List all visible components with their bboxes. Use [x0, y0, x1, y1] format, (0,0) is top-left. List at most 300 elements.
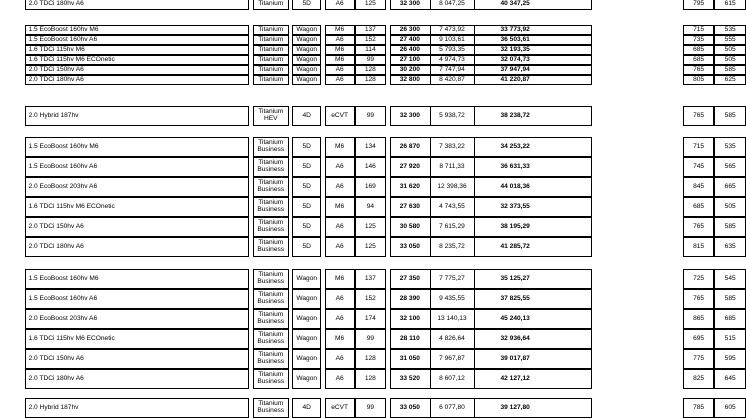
cell-text: 565 — [724, 162, 736, 170]
cell-tax — [430, 65, 474, 75]
cell-model — [25, 137, 250, 157]
cell-text: 125 — [364, 0, 376, 7]
cell-total — [474, 137, 556, 157]
trim-line-1: Titanium — [258, 351, 284, 359]
cell-text: 99 — [366, 403, 375, 411]
table-row — [0, 289, 746, 309]
cell-total — [474, 369, 556, 389]
cell-text: 27 630 — [399, 202, 420, 210]
cell-text: A6 — [335, 182, 344, 190]
cell-text: 5D — [302, 182, 311, 190]
cell-text: Wagon — [296, 55, 318, 63]
cell-text: 685 — [693, 45, 705, 53]
trim-line-2: HEV — [263, 115, 278, 122]
cell-text: 27 350 — [399, 274, 420, 282]
cell-tax — [430, 237, 474, 257]
cell-co2b — [714, 157, 746, 177]
cell-trim — [253, 197, 289, 217]
cell-co2a — [683, 55, 715, 65]
cell-text: 1.5 EcoBoost 160hv M6 — [28, 274, 99, 282]
cell-text: 128 — [364, 374, 376, 382]
cell-text: 4 826,64 — [439, 334, 465, 342]
cell-text: Wagon — [296, 374, 318, 382]
cell-gear — [325, 35, 355, 45]
cell-text: 5 793,35 — [439, 45, 465, 53]
cell-text: 128 — [364, 354, 376, 362]
cell-trim — [253, 369, 289, 389]
cell-text: 4D — [302, 403, 311, 411]
cell-text: 1.5 EcoBoost 160hv A6 — [28, 162, 98, 170]
cell-text: 152 — [364, 35, 376, 43]
table-row — [0, 349, 746, 369]
cell-model — [25, 55, 250, 65]
cell-text: 585 — [724, 294, 736, 302]
table-row — [0, 309, 746, 329]
cell-total — [474, 349, 556, 369]
cell-tax — [430, 45, 474, 55]
cell-trim — [253, 398, 289, 418]
cell-hp — [355, 157, 387, 177]
cell-hp — [355, 35, 387, 45]
cell-text: 6 077,80 — [439, 403, 465, 411]
cell-text: 32 936,64 — [500, 334, 530, 342]
cell-model — [25, 25, 250, 35]
cell-text: Titanium — [258, 75, 284, 83]
cell-co2b — [714, 369, 746, 389]
cell-total — [474, 75, 556, 85]
cell-text: 12 398,36 — [437, 182, 467, 190]
table-row — [0, 65, 746, 75]
cell-text: 8 607,12 — [439, 374, 465, 382]
cell-text: 30 200 — [399, 65, 420, 73]
cell-trim — [253, 0, 289, 10]
cell-text: A6 — [335, 65, 344, 73]
cell-text: 1.5 EcoBoost 160hv M6 — [28, 25, 99, 33]
cell-trim — [253, 75, 289, 85]
cell-text: 32 373,55 — [500, 202, 530, 210]
cell-total — [474, 35, 556, 45]
cell-text: 36 503,61 — [500, 35, 530, 43]
cell-text: 32 193,35 — [500, 45, 530, 53]
cell-text: 33 050 — [399, 242, 420, 250]
cell-trim — [253, 55, 289, 65]
trim-line-2: Business — [257, 358, 285, 365]
trim-line-1: Titanium — [258, 179, 284, 187]
cell-co2a — [683, 45, 715, 55]
cell-text: 174 — [364, 314, 376, 322]
cell-price — [390, 35, 430, 45]
cell-trim — [253, 106, 289, 126]
cell-text: Wagon — [296, 354, 318, 362]
cell-text: eCVT — [331, 403, 349, 411]
cell-tax — [430, 217, 474, 237]
cell-gear — [325, 369, 355, 389]
cell-text: 26 870 — [399, 142, 420, 150]
cell-text: 99 — [366, 111, 375, 119]
cell-co2b — [714, 75, 746, 85]
cell-tax — [430, 398, 474, 418]
trim-line-1: Titanium — [258, 199, 284, 207]
table-row — [0, 25, 746, 35]
cell-price — [390, 45, 430, 55]
cell-text: 26 400 — [399, 45, 420, 53]
cell-text: Titanium — [258, 65, 284, 73]
cell-gear — [325, 106, 355, 126]
cell-text: 26 300 — [399, 25, 420, 33]
cell-text: A6 — [335, 314, 344, 322]
cell-text: 635 — [724, 242, 736, 250]
cell-text: 33 520 — [399, 374, 420, 382]
cell-text: 505 — [724, 202, 736, 210]
cell-text: 125 — [364, 242, 376, 250]
cell-body — [292, 309, 321, 329]
cell-text: Wagon — [296, 65, 318, 73]
cell-price — [390, 398, 430, 418]
cell-trim — [253, 65, 289, 75]
cell-hp — [355, 309, 387, 329]
cell-text: Titanium — [258, 55, 284, 63]
cell-text: 1.5 EcoBoost 160hv A6 — [28, 294, 98, 302]
cell-text: A6 — [335, 162, 344, 170]
cell-text: A6 — [335, 354, 344, 362]
cell-total — [474, 269, 556, 289]
trim-line-1: Titanium — [258, 291, 284, 299]
cell-total — [474, 157, 556, 177]
cell-co2b — [714, 237, 746, 257]
cell-text: Wagon — [296, 25, 318, 33]
cell-text: 13 140,13 — [437, 314, 467, 322]
cell-trim — [253, 25, 289, 35]
cell-body — [292, 106, 321, 126]
cell-price — [390, 289, 430, 309]
cell-trim — [253, 309, 289, 329]
cell-model — [25, 157, 250, 177]
trim-line-1: Titanium — [258, 108, 284, 116]
cell-price — [390, 157, 430, 177]
cell-hp — [355, 177, 387, 197]
cell-text: 41 220,87 — [500, 75, 530, 83]
cell-text: 31 620 — [399, 182, 420, 190]
cell-text: 515 — [724, 334, 736, 342]
cell-price — [390, 0, 430, 10]
cell-total — [474, 309, 556, 329]
cell-model — [25, 65, 250, 75]
cell-body — [292, 398, 321, 418]
trim-line-2: Business — [257, 318, 285, 325]
cell-co2a — [683, 65, 715, 75]
cell-text: 2.0 Hybrid 187hv — [28, 403, 79, 411]
cell-text: 2.0 TDCi 180hv A6 — [28, 75, 84, 83]
cell-text: 7 775,27 — [439, 274, 465, 282]
cell-co2b — [714, 0, 746, 10]
cell-text: 865 — [693, 314, 705, 322]
cell-text: 5D — [302, 142, 311, 150]
cell-text: 685 — [693, 55, 705, 63]
cell-text: 38 238,72 — [500, 111, 530, 119]
cell-text: 615 — [724, 0, 736, 7]
cell-tax — [430, 35, 474, 45]
cell-text: 32 300 — [399, 111, 420, 119]
cell-text: 30 580 — [399, 222, 420, 230]
cell-model — [25, 75, 250, 85]
cell-co2b — [714, 55, 746, 65]
cell-trim — [253, 329, 289, 349]
cell-co2b — [714, 197, 746, 217]
cell-text: 27 100 — [399, 55, 420, 63]
cell-co2b — [714, 65, 746, 75]
table-row — [0, 137, 746, 157]
cell-text: 2.0 TDCi 150hv A6 — [28, 354, 84, 362]
cell-text: 37 825,55 — [500, 294, 530, 302]
trim-line-1: Titanium — [258, 400, 284, 408]
trim-line-1: Titanium — [258, 239, 284, 247]
cell-text: 40 347,25 — [500, 0, 530, 7]
cell-co2b — [714, 177, 746, 197]
cell-text: 152 — [364, 294, 376, 302]
cell-text: 5D — [302, 0, 311, 7]
cell-text: 2.0 TDCi 150hv A6 — [28, 65, 84, 73]
cell-text: M6 — [335, 142, 345, 150]
cell-text: 765 — [693, 294, 705, 302]
cell-body — [292, 197, 321, 217]
cell-text: 725 — [693, 274, 705, 282]
cell-text: 665 — [724, 182, 736, 190]
cell-text: 137 — [364, 25, 376, 33]
cell-text: 32 800 — [399, 75, 420, 83]
cell-text: 125 — [364, 222, 376, 230]
trim-line-2: Business — [257, 246, 285, 253]
cell-text: Wagon — [296, 35, 318, 43]
cell-text: 9 435,55 — [439, 294, 465, 302]
cell-text: 2.0 TDCi 180hv A6 — [28, 374, 84, 382]
cell-text: 33 050 — [399, 403, 420, 411]
cell-text: 505 — [724, 45, 736, 53]
cell-body — [292, 177, 321, 197]
cell-text: 4 743,55 — [439, 202, 465, 210]
cell-hp — [355, 45, 387, 55]
table-row — [0, 157, 746, 177]
cell-hp — [355, 269, 387, 289]
cell-text: 645 — [724, 374, 736, 382]
cell-text: 34 253,22 — [500, 142, 530, 150]
cell-model — [25, 217, 250, 237]
cell-total — [474, 217, 556, 237]
cell-text: 605 — [724, 403, 736, 411]
cell-text: Wagon — [296, 334, 318, 342]
trim-line-1: Titanium — [258, 219, 284, 227]
cell-tax — [430, 349, 474, 369]
cell-text: 2.0 Hybrid 187hv — [28, 111, 79, 119]
cell-text: 39 127,80 — [500, 403, 530, 411]
cell-text: 2.0 TDCi 150hv A6 — [28, 222, 84, 230]
cell-text: 4 974,73 — [439, 55, 465, 63]
cell-trim — [253, 35, 289, 45]
cell-gear — [325, 177, 355, 197]
cell-text: 2.0 EcoBoost 203hv A6 — [28, 314, 98, 322]
cell-co2b — [714, 329, 746, 349]
cell-tax — [430, 369, 474, 389]
trim-line-2: Business — [257, 338, 285, 345]
table-row — [0, 0, 746, 10]
cell-text: A6 — [335, 222, 344, 230]
cell-text: A6 — [335, 374, 344, 382]
cell-text: 2.0 TDCi 180hv A6 — [28, 242, 84, 250]
cell-model — [25, 349, 250, 369]
trim-line-2: Business — [257, 378, 285, 385]
trim-line-2: Business — [257, 186, 285, 193]
cell-text: 1.6 TDCi 115hv M6 ECOnetic — [28, 202, 115, 210]
cell-model — [25, 269, 250, 289]
cell-trim — [253, 349, 289, 369]
cell-price — [390, 369, 430, 389]
cell-tax — [430, 55, 474, 65]
cell-body — [292, 75, 321, 85]
cell-text: 765 — [693, 222, 705, 230]
cell-text: Wagon — [296, 274, 318, 282]
cell-text: M6 — [335, 25, 345, 33]
cell-text: M6 — [335, 45, 345, 53]
cell-text: 28 390 — [399, 294, 420, 302]
cell-hp — [355, 237, 387, 257]
cell-text: 5D — [302, 222, 311, 230]
cell-price — [390, 309, 430, 329]
trim-line-2: Business — [257, 226, 285, 233]
cell-text: 735 — [693, 35, 705, 43]
cell-hp — [355, 398, 387, 418]
cell-co2a — [683, 0, 715, 10]
cell-text: 7 747,94 — [439, 65, 465, 73]
cell-text: 845 — [693, 182, 705, 190]
trim-line-2: Business — [257, 407, 285, 414]
cell-text: 9 103,61 — [439, 35, 465, 43]
cell-total — [474, 329, 556, 349]
cell-total — [474, 65, 556, 75]
table-row — [0, 55, 746, 65]
trim-line-2: Business — [257, 146, 285, 153]
cell-co2a — [683, 25, 715, 35]
cell-text: 535 — [724, 25, 736, 33]
cell-gear — [325, 65, 355, 75]
cell-text: 2.0 TDCi 180hv A6 — [28, 0, 84, 7]
cell-co2a — [683, 369, 715, 389]
cell-price — [390, 197, 430, 217]
trim-line-1: Titanium — [258, 271, 284, 279]
trim-line-2: Business — [257, 166, 285, 173]
cell-text: 44 018,36 — [500, 182, 530, 190]
cell-trim — [253, 157, 289, 177]
cell-text: 1.6 TDCi 115hv M6 ECOnetic — [28, 55, 115, 63]
cell-gear — [325, 329, 355, 349]
cell-text: 8 711,33 — [439, 162, 465, 170]
cell-text: M6 — [335, 55, 345, 63]
cell-text: A6 — [335, 0, 344, 7]
cell-tax — [430, 137, 474, 157]
cell-text: 35 125,27 — [500, 274, 530, 282]
cell-text: Wagon — [296, 45, 318, 53]
cell-model — [25, 289, 250, 309]
cell-gear — [325, 137, 355, 157]
cell-text: Titanium — [258, 0, 284, 7]
cell-text: 39 017,87 — [500, 354, 530, 362]
cell-text: M6 — [335, 202, 345, 210]
cell-price — [390, 65, 430, 75]
cell-text: 625 — [724, 75, 736, 83]
cell-co2b — [714, 398, 746, 418]
cell-text: 134 — [364, 142, 376, 150]
cell-price — [390, 106, 430, 126]
cell-body — [292, 157, 321, 177]
cell-text: 7 473,92 — [439, 25, 465, 33]
cell-co2a — [683, 269, 715, 289]
trim-line-1: Titanium — [258, 139, 284, 147]
cell-price — [390, 269, 430, 289]
cell-gear — [325, 55, 355, 65]
cell-model — [25, 398, 250, 418]
cell-gear — [325, 75, 355, 85]
cell-text: 7 615,29 — [439, 222, 465, 230]
cell-text: A6 — [335, 35, 344, 43]
cell-model — [25, 309, 250, 329]
cell-text: 36 631,33 — [500, 162, 530, 170]
cell-co2b — [714, 35, 746, 45]
cell-gear — [325, 25, 355, 35]
cell-text: Wagon — [296, 75, 318, 83]
cell-price — [390, 75, 430, 85]
cell-body — [292, 369, 321, 389]
cell-body — [292, 269, 321, 289]
trim-line-1: Titanium — [258, 331, 284, 339]
cell-trim — [253, 45, 289, 55]
cell-text: 146 — [364, 162, 376, 170]
cell-text: M6 — [335, 334, 345, 342]
cell-text: 815 — [693, 242, 705, 250]
trim-line-2: Business — [257, 278, 285, 285]
cell-gear — [325, 269, 355, 289]
cell-total — [474, 289, 556, 309]
cell-text: 5D — [302, 202, 311, 210]
cell-gear — [325, 197, 355, 217]
cell-gear — [325, 217, 355, 237]
cell-text: 32 300 — [399, 0, 420, 7]
cell-text: 42 127,12 — [500, 374, 530, 382]
table-row — [0, 217, 746, 237]
cell-co2b — [714, 309, 746, 329]
cell-body — [292, 65, 321, 75]
cell-gear — [325, 237, 355, 257]
cell-total — [474, 106, 556, 126]
cell-total — [474, 237, 556, 257]
cell-text: 33 773,92 — [500, 25, 530, 33]
cell-tax — [430, 329, 474, 349]
cell-hp — [355, 75, 387, 85]
cell-gear — [325, 309, 355, 329]
cell-text: A6 — [335, 242, 344, 250]
cell-price — [390, 237, 430, 257]
cell-text: 545 — [724, 274, 736, 282]
trim-line-1: Titanium — [258, 371, 284, 379]
cell-text: Wagon — [296, 294, 318, 302]
cell-text: 505 — [724, 55, 736, 63]
cell-text: 715 — [693, 25, 705, 33]
cell-total — [474, 0, 556, 10]
cell-total — [474, 197, 556, 217]
cell-hp — [355, 217, 387, 237]
table-row — [0, 106, 746, 126]
cell-text: 7 967,87 — [439, 354, 465, 362]
cell-body — [292, 237, 321, 257]
cell-co2a — [683, 217, 715, 237]
cell-text: 31 050 — [399, 354, 420, 362]
